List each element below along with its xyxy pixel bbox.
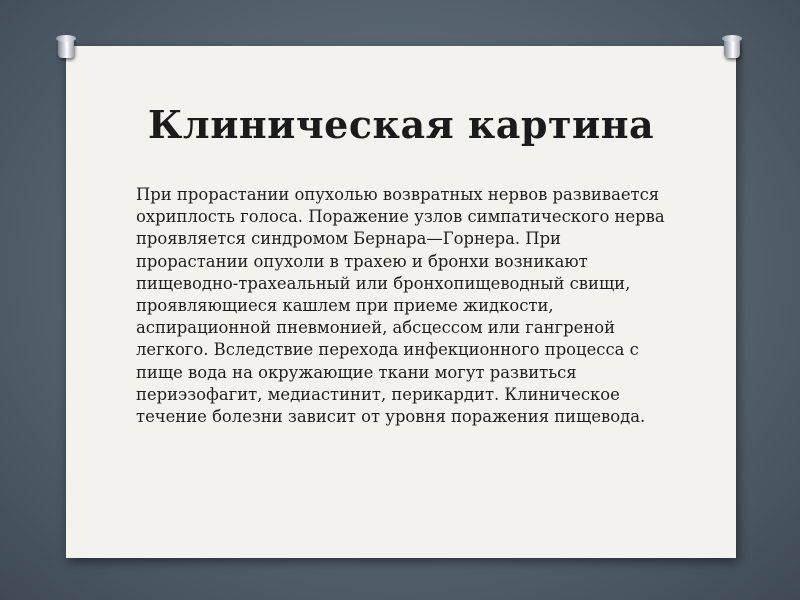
pin-icon — [58, 38, 74, 58]
slide-title: Клиническая картина — [147, 102, 655, 147]
slide-body-text: При прорастании опухолью возвратных нервов развивается охриплость голоса. Поражение узлов симпатического нерва проявляется синдромом Бернара—Горнера. При прорастании опухоли в трахею и бронхи возникают пищеводно-трахеальный или бронхопищеводный свищи, проявляющиеся кашлем при приеме жидкости, аспирационной пневмонией, абсцессом или гангреной легкого. Вследствие перехода инфекционного процесса с пище вода на окружающие ткани могут развиться периэзофагит, медиастинит, перикардит. Клиническое течение болезни зависит от уровня поражения пищевода. — [136, 185, 665, 427]
pin-icon — [724, 38, 740, 58]
